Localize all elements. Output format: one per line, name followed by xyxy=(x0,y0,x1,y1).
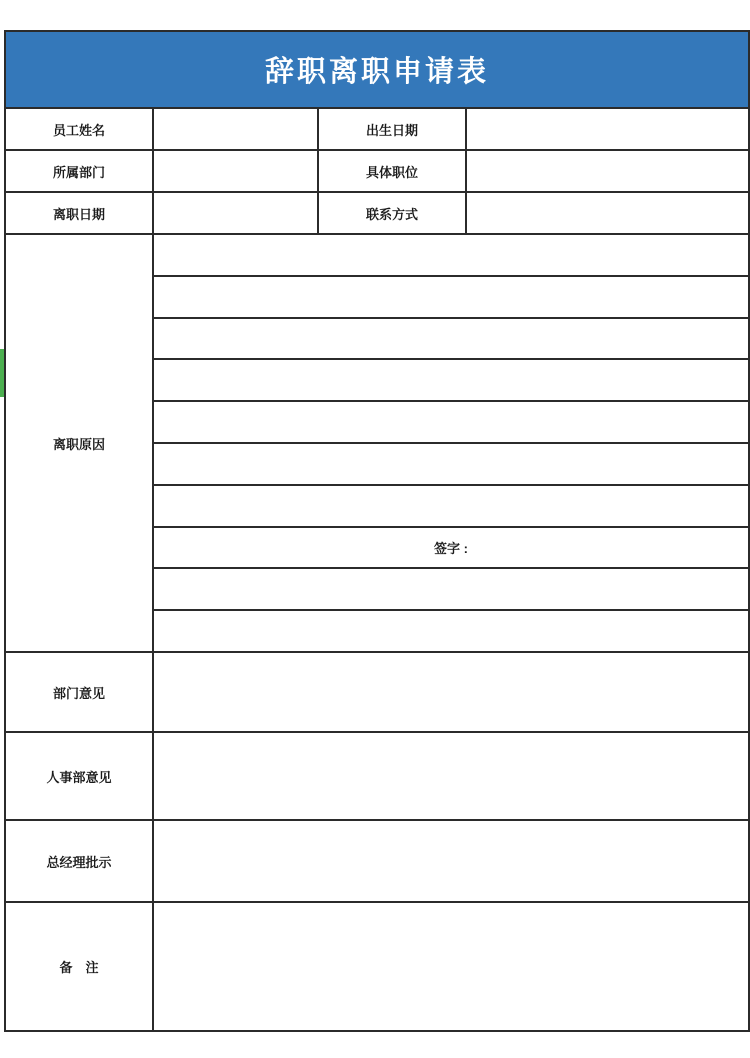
reason-line-1[interactable] xyxy=(154,235,748,277)
hr-opinion-value[interactable] xyxy=(154,733,748,819)
reason-writing-area[interactable] xyxy=(154,235,748,651)
reason-section xyxy=(6,233,748,651)
hr-opinion-label: 人事部意见 xyxy=(6,733,154,819)
gm-approval-row xyxy=(6,819,748,901)
dept-opinion-value[interactable] xyxy=(154,653,748,731)
reason-line-7[interactable] xyxy=(154,486,748,528)
info-row-dept-position xyxy=(6,149,748,191)
department-label: 所属部门 xyxy=(6,151,154,191)
birth-date-value[interactable] xyxy=(467,109,748,149)
leave-date-label: 离职日期 xyxy=(6,193,154,233)
reason-line-9[interactable] xyxy=(154,569,748,611)
hr-opinion-row xyxy=(6,731,748,819)
employee-name-value[interactable] xyxy=(154,109,319,149)
reason-label: 离职原因 xyxy=(6,235,154,651)
contact-value[interactable] xyxy=(467,193,748,233)
remarks-value[interactable] xyxy=(154,903,748,1030)
info-row-name-birth xyxy=(6,107,748,149)
resignation-form-sheet xyxy=(4,30,750,1032)
green-accent-bar xyxy=(0,349,4,397)
gm-approval-value[interactable] xyxy=(154,821,748,901)
reason-line-2[interactable] xyxy=(154,277,748,319)
dept-opinion-label: 部门意见 xyxy=(6,653,154,731)
reason-line-6[interactable] xyxy=(154,444,748,486)
gm-approval-label: 总经理批示 xyxy=(6,821,154,901)
reason-line-signature[interactable] xyxy=(154,528,748,570)
signature-label: 签字 : xyxy=(434,540,468,556)
reason-line-5[interactable] xyxy=(154,402,748,444)
birth-date-label: 出生日期 xyxy=(319,109,467,149)
leave-date-value[interactable] xyxy=(154,193,319,233)
department-value[interactable] xyxy=(154,151,319,191)
dept-opinion-row xyxy=(6,651,748,731)
remarks-row xyxy=(6,901,748,1030)
reason-line-3[interactable] xyxy=(154,319,748,361)
info-row-leavedate-contact xyxy=(6,191,748,233)
employee-name-label: 员工姓名 xyxy=(6,109,154,149)
position-label: 具体职位 xyxy=(319,151,467,191)
reason-line-4[interactable] xyxy=(154,360,748,402)
reason-line-10[interactable] xyxy=(154,611,748,651)
form-title-band xyxy=(6,32,748,107)
contact-label: 联系方式 xyxy=(319,193,467,233)
remarks-label: 备 注 xyxy=(6,903,154,1030)
position-value[interactable] xyxy=(467,151,748,191)
form-title: 辞职离职申请表 xyxy=(264,56,489,88)
